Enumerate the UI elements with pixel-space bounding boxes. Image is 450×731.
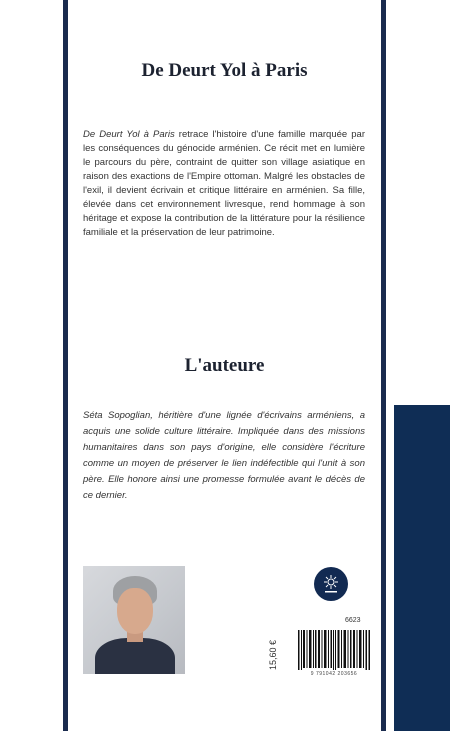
- photo-face: [117, 588, 153, 634]
- synopsis: [83, 128, 365, 240]
- photo-shoulders: [95, 638, 175, 674]
- left-margin: [0, 0, 63, 731]
- barcode-number: 9 791042 203656: [310, 671, 358, 677]
- author-photo: [83, 566, 185, 674]
- price: 15,60 €: [268, 639, 278, 671]
- book-title: De Deurt Yol à Paris: [141, 60, 308, 81]
- barcode-icon: [298, 630, 370, 670]
- product-code: 6623: [345, 617, 361, 624]
- author-heading: L'auteure: [184, 355, 265, 376]
- synopsis-text: retrace l'histoire d'une famille marquée par les conséquences du génocide arménien. Ce récit met en lumière le parcours du père, contraint de quitter son village asiatique en raison des exactions de l'Empire ottoman. Malgré les obstacles de l'exil, il devient écrivain et critique littéraire en arménien. Sa fille, élevée dans cet environnement livresque, rend hommage à son héritage et expose la contribution de la littérature pour la résilience familiale et la préservation de leur patrimoine.: [83, 129, 365, 238]
- back-cover: [68, 0, 381, 731]
- author-bio: Séta Sopoglian, héritière d'une lignée d'écrivains arméniens, a acquis une solide culture littéraire. Impliquée dans des missions humanitaires dans son pays d'origine, elle considère l'écriture comme un moyen de préserver le lien indéfectible qui l'unit à son père. Elle honore ainsi une promesse formulée avant le décès de ce dernier.: [83, 410, 365, 501]
- book-spine: [394, 405, 450, 731]
- cover-right-edge: [381, 0, 386, 731]
- synopsis-book-title: De Deurt Yol à Paris: [83, 129, 175, 140]
- publisher-logo-icon: [314, 567, 348, 601]
